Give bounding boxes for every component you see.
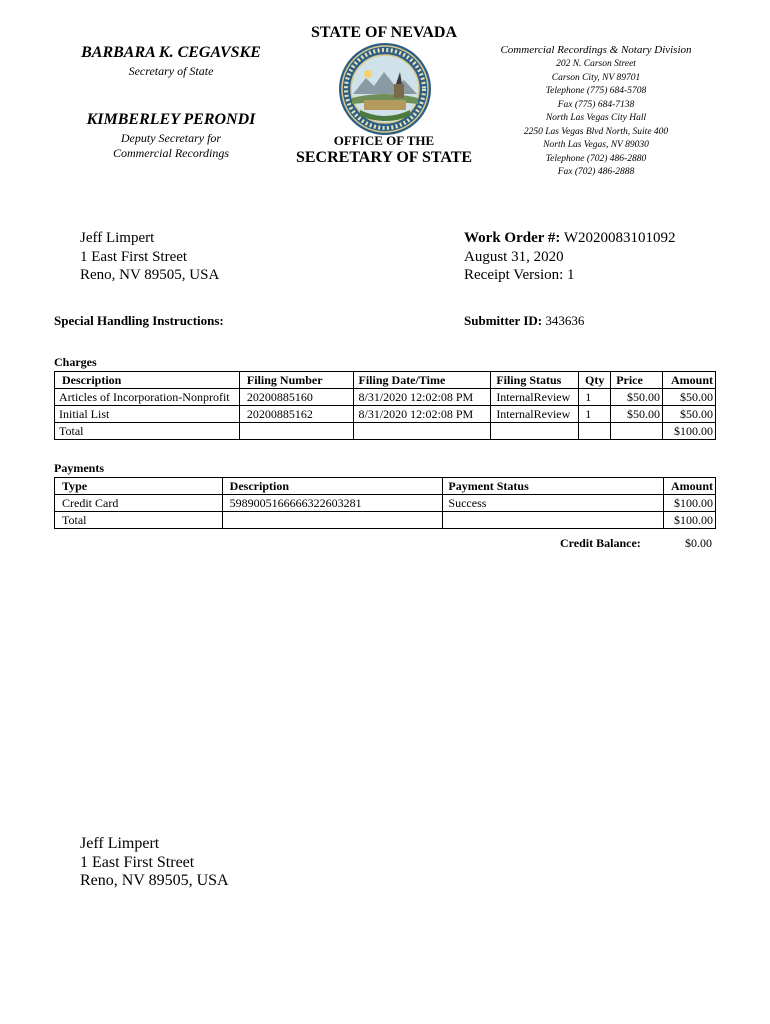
- secretary-name: BARBARA K. CEGAVSKE: [81, 44, 261, 61]
- submitter-label: Submitter ID:: [464, 313, 543, 328]
- payments-table: [54, 477, 716, 529]
- deputy-title-line1: Deputy Secretary for: [120, 131, 222, 145]
- deputy-name: KIMBERLEY PERONDI: [86, 111, 256, 128]
- division-name: Commercial Recordings & Notary Division: [500, 44, 692, 56]
- receipt-version: Receipt Version: 1: [464, 267, 575, 283]
- table-cell: $50.00: [663, 406, 716, 423]
- table-cell: 8/31/2020 12:02:08 PM: [353, 389, 491, 406]
- submitter-id: [464, 313, 584, 329]
- recipient-street: 1 East First Street: [80, 248, 188, 265]
- table-cell: [491, 423, 579, 440]
- charges-label: Charges: [54, 355, 97, 369]
- table-cell: InternalReview: [491, 406, 579, 423]
- work-order-block: [464, 229, 676, 285]
- column-header: Payment Status: [443, 478, 664, 495]
- carson-address-line: Carson City, NV 89701: [551, 72, 641, 83]
- table-row: [55, 495, 716, 512]
- column-header: Price: [611, 372, 663, 389]
- table-cell: 20200885160: [239, 389, 353, 406]
- payments-label: Payments: [54, 461, 104, 475]
- carson-address-line: Fax (775) 684-7138: [557, 99, 635, 110]
- table-cell: 1: [579, 389, 611, 406]
- column-header: Filing Status: [491, 372, 579, 389]
- office-line1: OFFICE OF THE: [333, 133, 435, 148]
- vegas-address-line: 2250 Las Vegas Blvd North, Suite 400: [523, 126, 669, 137]
- table-cell: 5989005166666322603281: [222, 495, 443, 512]
- total-amount: $100.00: [664, 512, 716, 529]
- table-cell: Credit Card: [55, 495, 223, 512]
- vegas-address-line: North Las Vegas, NV 89030: [543, 140, 649, 151]
- secretary-title: Secretary of State: [128, 64, 214, 78]
- table-cell: $100.00: [664, 495, 716, 512]
- recipient-street-bottom: 1 East First Street: [80, 853, 195, 871]
- table-row: [55, 389, 716, 406]
- column-header: Amount: [664, 478, 716, 495]
- table-cell: Initial List: [55, 406, 240, 423]
- submitter-value: 343636: [545, 313, 585, 328]
- column-header: Filing Number: [239, 372, 353, 389]
- column-header: Filing Date/Time: [353, 372, 491, 389]
- column-header: Amount: [663, 372, 716, 389]
- table-cell: 20200885162: [239, 406, 353, 423]
- deputy-title-line2: Commercial Recordings: [112, 146, 230, 160]
- table-cell: $50.00: [663, 389, 716, 406]
- special-handling-label: Special Handling Instructions:: [54, 313, 224, 328]
- vegas-address-line: Fax (702) 486-2888: [557, 167, 635, 178]
- table-cell: [579, 423, 611, 440]
- table-cell: [611, 423, 663, 440]
- total-label: Total: [55, 512, 223, 529]
- column-header: Description: [55, 372, 240, 389]
- recipient-name-bottom: Jeff Limpert: [80, 835, 160, 852]
- table-row: [55, 406, 716, 423]
- recipient-city-bottom: Reno, NV 89505, USA: [80, 872, 229, 889]
- vegas-address-line: Telephone (702) 486-2880: [545, 153, 647, 164]
- table-header-row: [55, 478, 716, 495]
- total-amount: $100.00: [663, 423, 716, 440]
- table-cell: [353, 423, 491, 440]
- recipient-city: Reno, NV 89505, USA: [80, 267, 220, 283]
- table-cell: InternalReview: [491, 389, 579, 406]
- table-total-row: [55, 512, 716, 529]
- table-cell: 1: [579, 406, 611, 423]
- carson-address-line: Telephone (775) 684-5708: [545, 86, 647, 97]
- column-header: Qty: [579, 372, 611, 389]
- table-cell: [239, 423, 353, 440]
- vegas-address-line: North Las Vegas City Hall: [545, 113, 647, 123]
- table-cell: 8/31/2020 12:02:08 PM: [353, 406, 491, 423]
- table-cell: [222, 512, 443, 529]
- credit-balance-value: $0.00: [685, 536, 712, 550]
- total-label: Total: [55, 423, 240, 440]
- table-cell: Articles of Incorporation-Nonprofit: [55, 389, 240, 406]
- office-line2: SECRETARY OF STATE: [295, 149, 473, 166]
- work-order-number: W2020083101092: [563, 230, 676, 246]
- table-header-row: [55, 372, 716, 389]
- recipient-name: Jeff Limpert: [80, 230, 155, 246]
- work-order-label: Work Order #:: [464, 230, 561, 246]
- table-total-row: [55, 423, 716, 440]
- column-header: Type: [55, 478, 223, 495]
- table-cell: $50.00: [611, 389, 663, 406]
- state-title: STATE OF NEVADA: [310, 24, 458, 41]
- table-cell: Success: [443, 495, 664, 512]
- column-header: Description: [222, 478, 443, 495]
- charges-table: [54, 371, 716, 440]
- carson-address-line: 202 N. Carson Street: [556, 59, 636, 69]
- state-seal-icon: [338, 42, 432, 136]
- table-cell: $50.00: [611, 406, 663, 423]
- table-cell: [443, 512, 664, 529]
- work-order-date: August 31, 2020: [464, 248, 564, 265]
- credit-balance-label: Credit Balance:: [560, 536, 641, 550]
